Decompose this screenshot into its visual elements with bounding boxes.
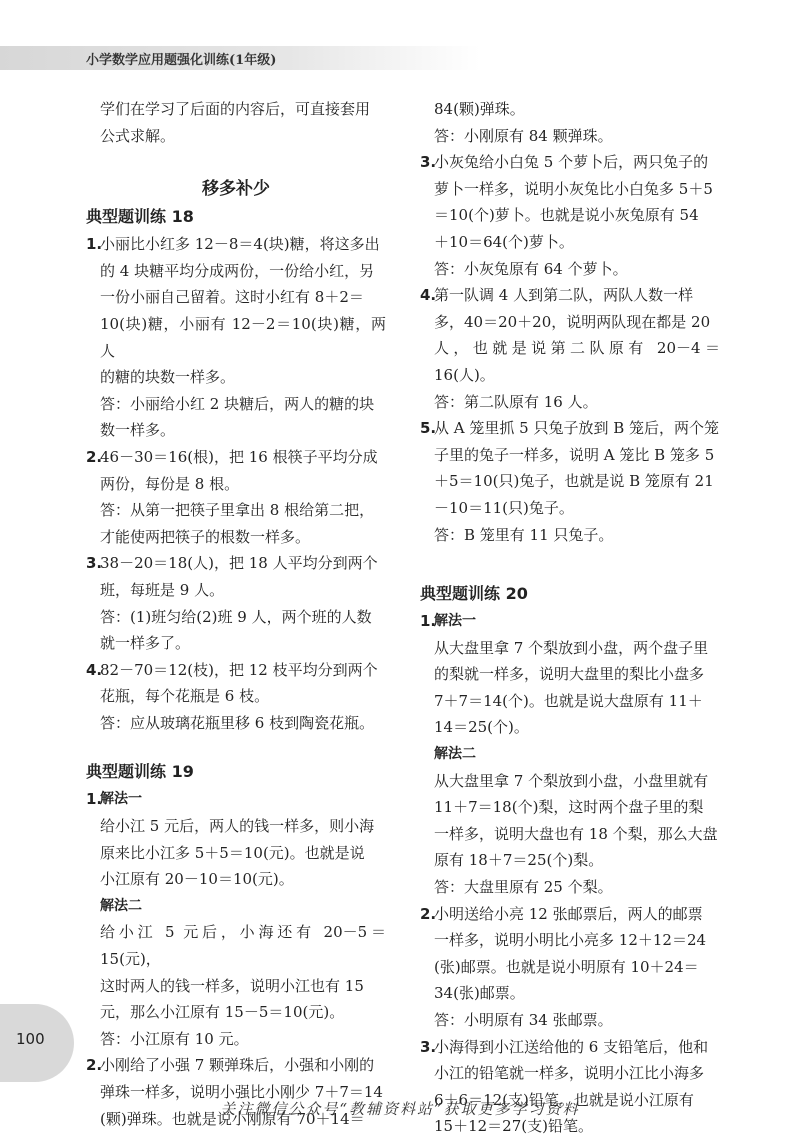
text-line: 的梨就一样多，说明大盘里的梨比小盘多 [434, 665, 705, 684]
item-number: 4. [420, 286, 437, 305]
answer-line: 答：小明原有 34 张邮票。 [434, 1011, 613, 1029]
footer-note: 关注微信公众号“教辅资料站”获取更多学习资料 [220, 1100, 580, 1118]
text-line: 小海得到小江送给他的 6 支铅笔后，他和 [434, 1037, 709, 1056]
problem-item [86, 444, 386, 550]
right-column [420, 96, 720, 1140]
item-number: 2. [86, 1056, 103, 1075]
problem-item [420, 608, 720, 901]
problem-item [86, 657, 386, 737]
method-label: 解法一 [100, 791, 142, 808]
intro-text [86, 96, 386, 149]
answer-line: 答：应从玻璃花瓶里移 6 枝到陶瓷花瓶。 [100, 713, 375, 732]
training-title-20: 典型题训练 20 [420, 584, 528, 604]
answer-line: 答：小刚原有 84 颗弹珠。 [434, 126, 613, 145]
problem-item [420, 282, 720, 415]
text-line: (颗)弹珠。也就是说小刚原有 70＋14＝ [100, 1109, 365, 1128]
text-line: 从大盘里拿 7 个梨放到小盘，两个盘子里 [434, 638, 709, 657]
answer-line: 答：大盘里原有 25 个梨。 [434, 878, 613, 897]
answer-line: 答：从第一把筷子里拿出 8 根给第二把， [100, 501, 375, 520]
running-header: 小学数学应用题强化训练(1年级) [86, 53, 277, 68]
training-title-19: 典型题训练 19 [86, 762, 194, 782]
text-line: 84(颗)弹珠。 [434, 100, 525, 118]
text-line: 46－30＝16(根)，把 16 根筷子平均分成 [100, 447, 378, 466]
answer-line: 才能使两把筷子的根数一样多。 [100, 527, 311, 546]
left-column [86, 96, 386, 1132]
problem-item [86, 550, 386, 656]
text-line: 6＋6＝12(支)铅笔。也就是说小江原有 [434, 1090, 694, 1109]
text-line: 一份小丽自己留着。这时小红有 8＋2＝ [100, 288, 364, 307]
text-line: ＋5＝10(只)兔子，也就是说 B 笼原有 21 [434, 472, 714, 491]
item-number: 4. [86, 660, 103, 679]
text-line: 一样多，说明小明比小亮多 12＋12＝24 [434, 931, 707, 950]
text-line: 一样多，说明大盘也有 18 个梨，那么大盘 [434, 824, 718, 843]
answer-line: 答：第二队原有 16 人。 [434, 392, 598, 411]
text-line: 班，每班是 9 人。 [100, 580, 225, 599]
method-label: 解法二 [100, 897, 142, 914]
text-line: 原有 18＋7＝25(个)梨。 [434, 851, 604, 870]
text-line: 给小江 5 元后，两人的钱一样多，则小海 [100, 817, 375, 836]
problem-item [86, 1052, 386, 1132]
text-line: 小明送给小亮 12 张邮票后，两人的邮票 [434, 904, 703, 923]
item-number: 2. [420, 904, 437, 923]
answer-line: 答：小丽给小红 2 块糖后，两人的糖的块 [100, 394, 375, 413]
section-title: 移多补少 [202, 179, 270, 200]
text-line: 7＋7＝14(个)。也就是说大盘原有 11＋ [434, 691, 703, 710]
answer-line: 答：小灰兔原有 64 个萝卜。 [434, 259, 628, 278]
text-line: 两份，每份是 8 根。 [100, 474, 240, 493]
text-line: 给小江 5 元后，小海还有 20－5＝15(元)， [100, 923, 386, 969]
text-line: 14＝25(个)。 [434, 718, 529, 737]
text-line: 从 A 笼里抓 5 只兔子放到 B 笼后，两个笼 [434, 419, 720, 438]
text-line: (张)邮票。也就是说小明原有 10＋24＝ [434, 957, 699, 976]
text-line: 的 4 块糖平均分成两份，一份给小红，另 [100, 261, 375, 280]
text-line: 的糖的块数一样多。 [100, 368, 236, 387]
text-line: 这时两人的钱一样多，说明小江也有 15 [100, 976, 364, 995]
problem-item [420, 149, 720, 282]
answer-line: 答：(1)班匀给(2)班 9 人，两个班的人数 [100, 607, 372, 626]
item-number: 5. [420, 419, 437, 438]
text-line: 第一队调 4 人到第二队，两队人数一样 [434, 286, 694, 305]
page-number: 100 [16, 1030, 45, 1048]
text-line: －10＝11(只)兔子。 [434, 498, 574, 517]
item-number: 3. [86, 554, 103, 573]
answer-line: 答：小江原有 10 元。 [100, 1029, 249, 1048]
problem-item [86, 231, 386, 444]
text-line: 小江的铅笔就一样多，说明小江比小海多 [434, 1064, 705, 1083]
text-line: 萝卜一样多，说明小灰兔比小白兔多 5＋5 [434, 179, 713, 198]
text-line: 82－70＝12(枝)，把 12 枝平均分到两个 [100, 660, 378, 679]
text-line: 38－20＝18(人)，把 18 人平均分到两个 [100, 554, 378, 573]
problem-item [86, 786, 386, 1052]
item-number: 2. [86, 447, 103, 466]
item-number: 3. [420, 153, 437, 172]
text-line: 小刚给了小强 7 颗弹珠后，小强和小刚的 [100, 1056, 375, 1075]
text-line: 元，那么小江原有 15－5＝10(元)。 [100, 1003, 345, 1022]
text-line: 小灰兔给小白兔 5 个萝卜后，两只兔子的 [434, 153, 709, 172]
training-title-18: 典型题训练 18 [86, 207, 194, 227]
answer-line: 就一样多了。 [100, 634, 191, 653]
answer-line: 数一样多。 [100, 421, 176, 440]
text-line: 多，40＝20＋20，说明两队现在都是 20 [434, 312, 711, 331]
text-line: 从大盘里拿 7 个梨放到小盘，小盘里就有 [434, 771, 709, 790]
text-line: 小丽比小红多 12－8＝4(块)糖，将这多出 [100, 235, 380, 254]
item-number: 3. [420, 1037, 437, 1056]
method-label: 解法一 [434, 613, 476, 630]
problem-item-continued [420, 96, 720, 149]
text-line: 子里的兔子一样多，说明 A 笼比 B 笼多 5 [434, 445, 715, 464]
item-number: 1. [86, 790, 103, 809]
text-line: 34(张)邮票。 [434, 984, 525, 1003]
item-number: 1. [420, 612, 437, 631]
text-line: 公式求解。 [100, 126, 176, 145]
text-line: 15＋12＝27(支)铅笔。 [434, 1117, 593, 1136]
method-label: 解法二 [434, 746, 476, 763]
problem-item [420, 415, 720, 548]
text-line: 10(块)糖，小丽有 12－2＝10(块)糖，两人 [100, 314, 386, 360]
answer-line: 答：B 笼里有 11 只兔子。 [434, 525, 614, 544]
item-number: 1. [86, 235, 103, 254]
text-line: 人，也就是说第二队原有 20－4＝16(人)。 [434, 339, 720, 384]
problem-item [420, 1034, 720, 1140]
text-line: ＝10(个)萝卜。也就是说小灰兔原有 54 [434, 206, 699, 225]
text-line: 花瓶，每个花瓶是 6 枝。 [100, 687, 270, 706]
text-line: 原来比小江多 5＋5＝10(元)。也就是说 [100, 843, 365, 862]
text-line: 11＋7＝18(个)梨，这时两个盘子里的梨 [434, 798, 704, 817]
text-line: ＋10＝64(个)萝卜。 [434, 232, 574, 251]
text-line: 弹珠一样多，说明小强比小刚少 7＋7＝14 [100, 1083, 383, 1101]
text-line: 小江原有 20－10＝10(元)。 [100, 870, 294, 889]
problem-item [420, 901, 720, 1034]
text-line: 学们在学习了后面的内容后，可直接套用 [100, 100, 371, 118]
